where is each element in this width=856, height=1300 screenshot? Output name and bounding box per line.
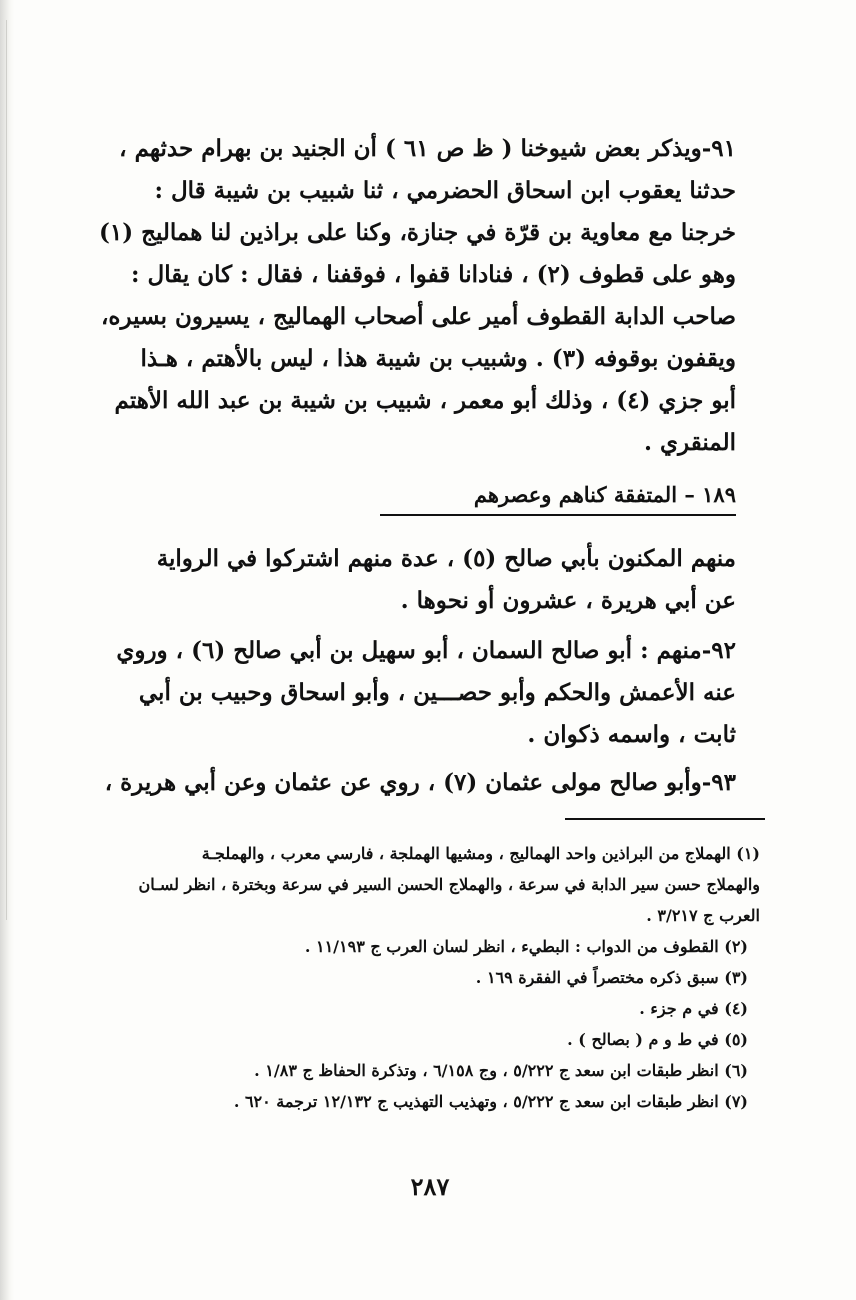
- footnote-2: (٢) القطوف من الدواب : البطيء ، انظر لسان العرب ج ١١/١٩٣ .: [304, 937, 748, 956]
- text-line: ثابت ، واسمه ذكوان .: [527, 721, 736, 748]
- text-line: عنه الأعمش والحكم وأبو حصـــين ، وأبو اسحاق وحبيب بن أبي: [138, 679, 736, 706]
- text-line: أبو جزي (٤) ، وذلك أبو معمر ، شبيب بن شيبة بن عبد الله الأهتم: [114, 387, 736, 414]
- text-line: ٩٢-منهم : أبو صالح السمان ، أبو سهيل بن أبي صالح (٦) ، وروي: [116, 637, 736, 664]
- section-heading-189: [380, 478, 736, 512]
- page-number: ٢٨٧: [410, 1172, 450, 1201]
- footnote-separator: [565, 818, 765, 820]
- entry-93: [96, 762, 736, 804]
- entry-91: [96, 128, 736, 464]
- text-line: منهم المكنون بأبي صالح (٥) ، عدة منهم اشتركوا في الرواية: [156, 545, 736, 572]
- text-line: صاحب الدابة القطوف أمير على أصحاب الهماليج ، يسيرون بسيره،: [101, 303, 736, 330]
- footnote-5: (٥) في ط و م ( بصالح ) .: [567, 1030, 748, 1049]
- text-line: ٩١-ويذكر بعض شيوخنا ( ظ ص ٦١ ) أن الجنيد بن بهرام حدثهم ،: [119, 135, 736, 162]
- footnote-1-line: العرب ج ٣/٢١٧ .: [646, 906, 760, 925]
- entry-92: [96, 630, 736, 756]
- text-line: وهو على قطوف (٢) ، فنادانا قفوا ، فوقفنا ، فقال : كان يقال :: [131, 261, 736, 288]
- page-edge-line: [6, 20, 7, 920]
- footnote-3: (٣) سبق ذكره مختصراً في الفقرة ١٦٩ .: [475, 968, 748, 987]
- footnotes: [100, 838, 760, 1117]
- footnote-1-line: والهملاج حسن سير الدابة في سرعة ، والهملاج الحسن السير في سرعة وبخترة ، انظر لسـان: [138, 875, 760, 894]
- text-line: حدثنا يعقوب ابن اسحاق الحضرمي ، ثنا شبيب بن شيبة قال :: [154, 177, 736, 204]
- section-heading-text: ١٨٩ – المتفقة كناهم وعصرهم: [473, 482, 736, 507]
- footnote-6: (٦) انظر طبقات ابن سعد ج ٥/٢٢٢ ، وج ٦/١٥٨ ، وتذكرة الحفاظ ج ١/٨٣ .: [254, 1061, 748, 1080]
- section-intro: [96, 538, 736, 622]
- page-edge-shadow: [0, 0, 14, 1300]
- text-line: ويقفون بوقوفه (٣) . وشبيب بن شيبة هذا ، ليس بالأهتم ، هـذا: [140, 345, 736, 372]
- heading-underline: [380, 514, 736, 516]
- text-line: عن أبي هريرة ، عشرون أو نحوها .: [400, 587, 736, 614]
- text-line: ٩٣-وأبو صالح مولى عثمان (٧) ، روي عن عثمان وعن أبي هريرة ،: [104, 769, 736, 796]
- text-line: المنقري .: [644, 429, 736, 456]
- footnote-1-line: (١) الهملاج من البراذين واحد الهماليج ، ومشيها الهملجة ، فارسي معرب ، والهملجـة: [201, 844, 760, 863]
- text-line: خرجنا مع معاوية بن قرّة في جنازة، وكنا على براذين لنا هماليج (١): [98, 219, 736, 246]
- footnote-7: (٧) انظر طبقات ابن سعد ج ٥/٢٢٢ ، وتهذيب التهذيب ج ١٢/١٣٢ ترجمة ٦٢٠ .: [233, 1092, 748, 1111]
- footnote-4: (٤) في م جزء .: [639, 999, 748, 1018]
